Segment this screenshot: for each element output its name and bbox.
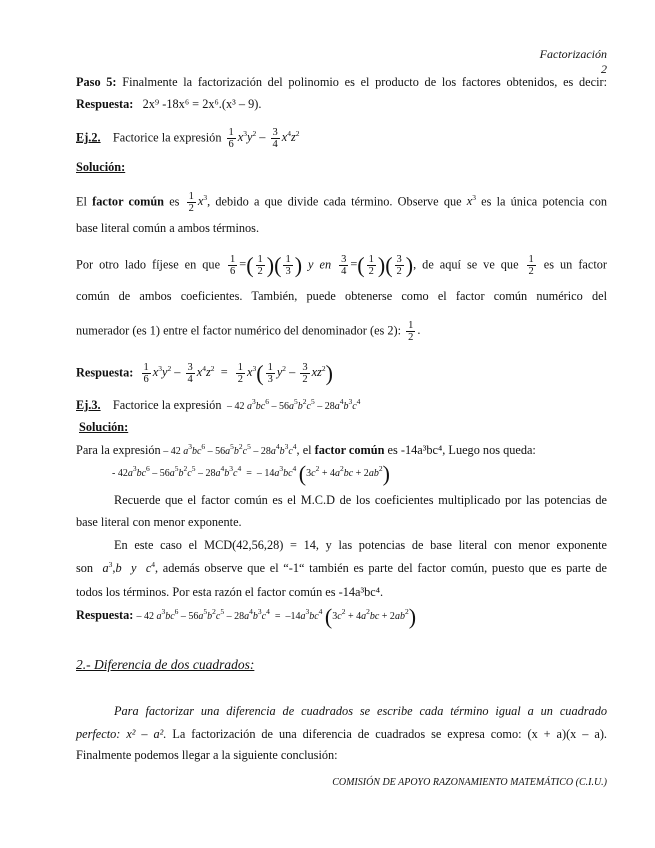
fc-expr: $\frac{1}{2}$ $x^3$ [188,191,208,214]
fc-es: es [169,194,180,209]
son-powers: $a^3,b$ y $c^4$ [102,560,156,575]
para-mid: , el [296,443,312,457]
ej2-respuesta [76,362,607,385]
numer-half: $\frac{1}{2}$ . [408,320,421,343]
fc-bold: factor común [92,194,165,209]
paso5-text: Finalmente la factorización del polinomio es el producto de los factores obtenidos, es decir: [122,75,607,89]
ej2-heading [76,127,607,150]
otro-y: y [308,257,314,272]
ej3-recuerde2: base literal con menor exponente. [76,515,242,529]
ej3-todos: todos los términos. Por esta razón el factor común es -14a³bc⁴. [76,585,384,599]
ej3-son-line [76,561,607,576]
intro2-italic: perfecto: x² – a². [76,727,167,741]
para-pre: Para la expresión [76,443,161,457]
ej2-label: Ej.2. [76,130,101,145]
son-post: , además observe que el “-1“ también es parte del factor común, puesto que es parte de [155,561,607,575]
ej2-factor-comun-line [76,191,607,214]
ej3-solucion-label: Solución: [79,420,129,434]
fc-post: es la única potencia con [481,194,608,209]
page-footer: COMISIÓN DE APOYO RAZONAMIENTO MATEMÁTICO (C.I.U.) [332,777,607,788]
intro2-formula: (x + a)(x – a). [527,727,607,741]
section2-intro1: Para factorizar una diferencia de cuadrados se escribe cada término igual a un cuadrado [114,704,607,718]
ej2-expression: $\frac{1}{6}$ $x^3y^2$ – $\frac{3}{4}$ $x^4z^2$ [228,127,300,150]
otro-post: es un factor [543,257,607,272]
ej3-respuesta-expr: – 42 $a^3bc^6 - 56a^5b^2c^5 - 28a^4b^3c^4 = -14a^3bc^4$ $(3c^2 + 4a^2bc + 2ab^2)$ [136,604,417,630]
paso5-respuesta [76,97,607,112]
ej2-respuesta-label: Respuesta: [76,365,134,380]
paso5-respuesta-label: Respuesta: [76,97,134,111]
intro2-rest: La factorización de una diferencia de cuadrados se expresa como: [172,727,522,741]
para-post: es -14a³bc⁴, Luego nos queda: [387,443,536,457]
son-pre: son [76,561,94,575]
ej2-comun-line: común de ambos coeficientes. También, puede obtenerse como el factor común numérico del [76,289,607,303]
para-bold: factor común [314,443,385,457]
ej2-otro-lado-line [76,254,607,277]
page-header [540,47,607,77]
otro-en: en [319,257,332,272]
otro-mid: , de aquí se ve que [413,257,519,272]
paso5-label: Paso 5: [76,75,117,89]
para-expr: – 42 $a^3bc^6 - 56a^5b^2c^5 - 28a^4b^3c^4$ [160,442,297,457]
ej2-numer-line [76,320,607,343]
paso5-respuesta-expr: 2x⁹ -18x⁶ = 2x⁶.(x³ – 9). [142,97,262,111]
ej3-respuesta-label: Respuesta: [76,608,134,622]
ej2-fc-line2: base literal común a ambos términos. [76,221,260,235]
ej3-factored-line: - $42a^3bc^6 - 56a^5b^2c^5 - 28a^4b^3c^4$ = – $14a^3bc^4$ $(3c^2 + 4a^2bc + 2ab^2)$ [112,461,390,487]
ej3-expression: – 42 $a^3bc^6 - 56a^5b^2c^5 - 28a^4b^3c^4$ [224,397,361,412]
otro-pre: Por otro lado fíjese en que [76,257,221,272]
page-number: 2 [601,62,607,76]
ej2-respuesta-expr: $\frac{1}{6}$ $x^3y^2$ – $\frac{3}{4}$ $x^4z^2$ = $\frac{1}{2}$ $x^3$( $\frac{1}{3}$ $y^2$ – $\frac{3}{2}$ $xz^2$) [143,361,333,386]
otro-eq2: $\frac{3}{4}$ =( $\frac{1}{2}$ )( $\frac{3}{2}$ ) [341,253,414,278]
fc-pre: El [76,194,87,209]
section2-conclusion: Finalmente podemos llegar a la siguiente conclusión: [76,748,338,762]
ej3-respuesta-label-wrap [76,608,133,622]
ej3-para-line [76,443,607,459]
ej3-heading [76,398,607,414]
paso5-line [76,75,607,90]
section2-title: 2.- Diferencia de dos cuadrados: [76,657,255,672]
section2-intro2 [76,727,607,742]
ej3-recuerde1: Recuerde que el factor común es el M.C.D de los coeficientes multiplicado por las potencias de [114,493,607,507]
ej2-solucion-label: Solución: [76,160,126,174]
fc-x3: $x^3$ [466,193,476,209]
ej3-caso: En este caso el MCD(42,56,28) = 14, y las potencias de base literal con menor exponente [114,538,607,552]
fc-mid: , debido a que divide cada término. Observe que [207,194,462,209]
numer-text: numerador (es 1) entre el factor numérico del denominador (es 2): [76,323,402,338]
ej2-prompt: Factorice la expresión [112,130,222,145]
otro-eq1: $\frac{1}{6}$ =( $\frac{1}{2}$ )( $\frac{1}{3}$ ) [230,253,303,278]
ej3-label: Ej.3. [76,398,101,412]
ej3-prompt: Factorice la expresión [112,398,222,412]
ej3-respuesta [76,604,607,630]
header-title: Factorización [539,47,607,61]
otro-half: $\frac{1}{2}$ [528,254,534,277]
